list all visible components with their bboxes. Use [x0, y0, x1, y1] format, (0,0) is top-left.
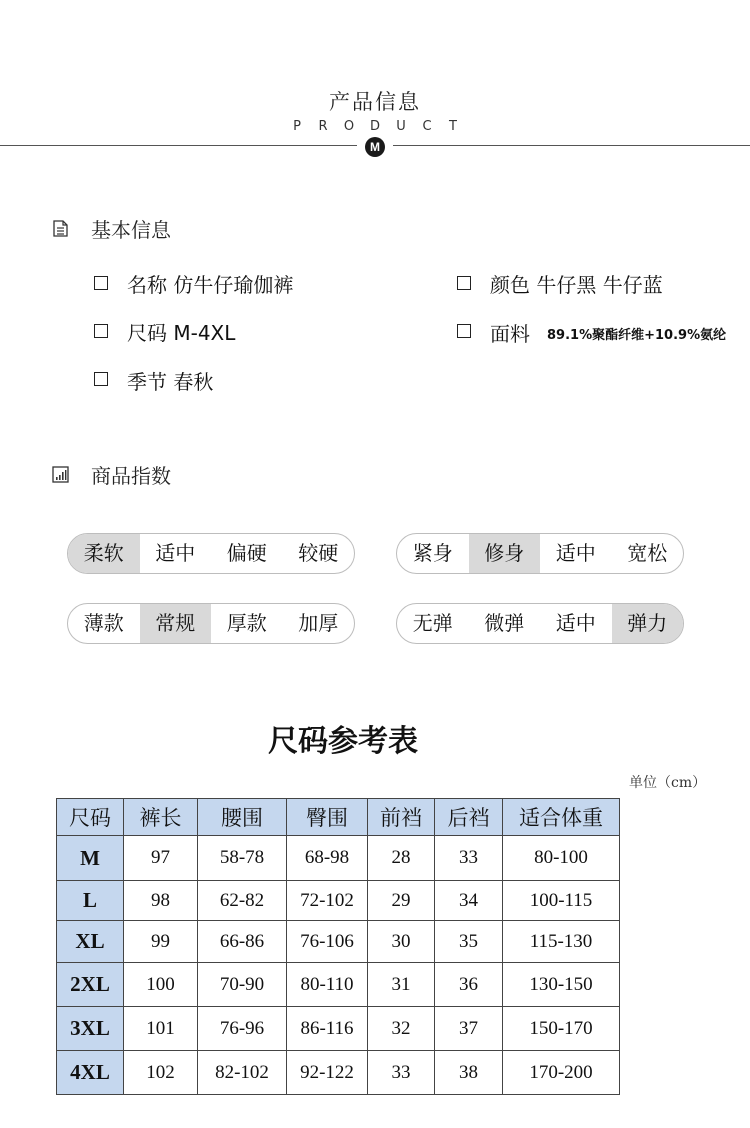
table-cell: 170-200	[503, 1051, 620, 1095]
subtitle-letter: U	[396, 119, 406, 134]
subtitle-letter: R	[318, 119, 328, 134]
table-cell: 33	[368, 1051, 435, 1095]
column-header: 裤长	[124, 799, 198, 836]
table-cell: 36	[435, 963, 503, 1007]
checkbox-icon	[457, 324, 471, 338]
scale-option: 修身	[469, 534, 541, 573]
scale-option: 弹力	[612, 604, 684, 643]
table-cell: 72-102	[287, 881, 368, 921]
table-cell: 70-90	[198, 963, 287, 1007]
table-cell: 4XL	[57, 1051, 124, 1095]
column-header: 适合体重	[503, 799, 620, 836]
info-name: 名称 仿牛仔瑜伽裤	[127, 273, 294, 297]
table-cell: 80-100	[503, 836, 620, 881]
scale-option: 适中	[155, 541, 196, 565]
subtitle-letter: O	[343, 119, 355, 134]
scale-option: 薄款	[83, 611, 124, 635]
product-index-heading: 商品指数	[91, 464, 171, 488]
column-header: 尺码	[57, 799, 124, 836]
table-cell: 38	[435, 1051, 503, 1095]
table-cell: 101	[124, 1007, 198, 1051]
table-row	[57, 921, 620, 963]
table-cell: 34	[435, 881, 503, 921]
table-cell: 98	[124, 881, 198, 921]
table-cell: L	[57, 881, 124, 921]
m-badge: M	[365, 137, 385, 157]
table-row	[57, 881, 620, 921]
scale-option: 加厚	[298, 611, 339, 635]
scale-option: 厚款	[226, 611, 267, 635]
table-cell: 3XL	[57, 1007, 124, 1051]
table-cell: 86-116	[287, 1007, 368, 1051]
table-cell: 76-106	[287, 921, 368, 963]
table-cell: 68-98	[287, 836, 368, 881]
scale-option: 无弹	[412, 611, 453, 635]
column-header: 臀围	[287, 799, 368, 836]
scale-option: 较硬	[298, 541, 339, 565]
column-header: 前裆	[368, 799, 435, 836]
basic-info-heading: 基本信息	[91, 218, 171, 242]
scale-option: 偏硬	[226, 541, 267, 565]
table-cell: 102	[124, 1051, 198, 1095]
checkbox-icon	[94, 324, 108, 338]
info-fabric-value: 89.1%聚酯纤维+10.9%氨纶	[547, 328, 727, 343]
scale-option: 紧身	[412, 541, 453, 565]
table-cell: 80-110	[287, 963, 368, 1007]
table-cell: 33	[435, 836, 503, 881]
thickness-scale	[67, 603, 355, 644]
column-header: 腰围	[198, 799, 287, 836]
table-cell: 31	[368, 963, 435, 1007]
subtitle-letter: P	[293, 119, 301, 134]
table-cell: 130-150	[503, 963, 620, 1007]
table-cell: 82-102	[198, 1051, 287, 1095]
table-cell: 35	[435, 921, 503, 963]
fit-scale	[396, 533, 684, 574]
table-row	[57, 1007, 620, 1051]
page-title: 产品信息	[329, 90, 421, 114]
table-cell: 29	[368, 881, 435, 921]
column-header: 后裆	[435, 799, 503, 836]
table-cell: 100-115	[503, 881, 620, 921]
table-cell: 58-78	[198, 836, 287, 881]
size-chart-table	[56, 798, 620, 1095]
table-row	[57, 836, 620, 881]
checkbox-icon	[457, 276, 471, 290]
header-divider-right	[393, 145, 750, 146]
elasticity-scale	[396, 603, 684, 644]
info-size: 尺码 M-4XL	[127, 321, 236, 345]
table-cell: 99	[124, 921, 198, 963]
table-cell: 28	[368, 836, 435, 881]
bar-chart-icon	[52, 466, 69, 483]
table-cell: 30	[368, 921, 435, 963]
header-divider-left	[0, 145, 357, 146]
table-cell: 76-96	[198, 1007, 287, 1051]
table-cell: M	[57, 836, 124, 881]
table-cell: 37	[435, 1007, 503, 1051]
product-subtitle	[0, 119, 750, 134]
table-cell: 32	[368, 1007, 435, 1051]
table-cell: 66-86	[198, 921, 287, 963]
table-cell: 2XL	[57, 963, 124, 1007]
scale-option: 微弹	[484, 611, 525, 635]
document-icon	[52, 220, 69, 237]
table-row	[57, 963, 620, 1007]
scale-option: 宽松	[627, 541, 668, 565]
subtitle-letter: C	[422, 119, 432, 134]
table-row	[57, 1051, 620, 1095]
table-cell: 92-122	[287, 1051, 368, 1095]
table-cell: 97	[124, 836, 198, 881]
scale-option: 柔软	[68, 534, 140, 573]
table-cell: 100	[124, 963, 198, 1007]
table-cell: 115-130	[503, 921, 620, 963]
checkbox-icon	[94, 276, 108, 290]
scale-option: 常规	[140, 604, 212, 643]
info-fabric-label: 面料	[490, 322, 530, 346]
subtitle-letter: D	[369, 119, 380, 134]
size-chart-title: 尺码参考表	[268, 724, 418, 759]
table-cell: 150-170	[503, 1007, 620, 1051]
subtitle-letter: T	[449, 119, 457, 134]
table-header-row	[57, 799, 620, 836]
scale-option: 适中	[555, 611, 596, 635]
table-cell: 62-82	[198, 881, 287, 921]
softness-scale	[67, 533, 355, 574]
table-cell: XL	[57, 921, 124, 963]
scale-option: 适中	[555, 541, 596, 565]
size-chart-unit: 单位（cm）	[629, 775, 707, 791]
info-color: 颜色 牛仔黑 牛仔蓝	[490, 273, 663, 297]
checkbox-icon	[94, 372, 108, 386]
info-season: 季节 春秋	[127, 370, 214, 394]
